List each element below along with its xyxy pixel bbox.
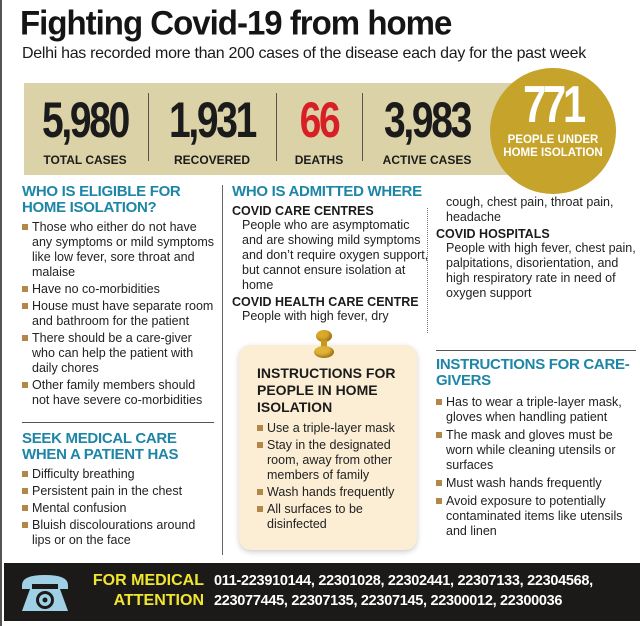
helpline-numbers <box>214 571 634 611</box>
medical-attention-footer <box>4 563 640 621</box>
list-item: Bluish discolourations around lips or on the face <box>22 518 214 548</box>
footer-label-line1: FOR MEDICAL <box>92 572 204 589</box>
home-instructions-heading: INSTRUCTIONS FOR PEOPLE IN HOME ISOLATION <box>257 365 396 415</box>
dotted-divider <box>427 208 428 333</box>
stat-value: 66 <box>299 92 339 148</box>
list-item: The mask and gloves must be worn while cleaning utensils or surfaces <box>436 428 636 473</box>
stat-value: 3,983 <box>384 92 470 148</box>
covid-care-centres-text: People who are asymptomatic and are showing mild symptoms and don’t require oxygen support, but cannot ensure isolation at home <box>242 218 429 292</box>
list-item: Have no co-morbidities <box>22 282 214 297</box>
column-divider <box>222 185 223 555</box>
home-isolation-label: PEOPLE UNDER HOME ISOLATION <box>503 134 603 159</box>
list-item: Must wash hands frequently <box>436 476 636 491</box>
admitted-continued <box>436 195 636 301</box>
telephone-icon <box>18 571 72 615</box>
footer-label <box>82 571 204 611</box>
eligibility-column <box>22 184 214 550</box>
stat-active-cases <box>364 83 490 175</box>
list-item: All surfaces to be disinfected <box>257 502 403 532</box>
covid-health-care-centre-title: COVID HEALTH CARE CENTRE <box>232 295 419 309</box>
footer-label-line2: ATTENTION <box>113 592 204 609</box>
admitted-column <box>232 184 432 324</box>
home-instructions-list <box>257 421 403 532</box>
list-item: Mental confusion <box>22 501 214 516</box>
page-subtitle: Delhi has recorded more than 200 cases of the disease each day for the past week <box>22 45 586 62</box>
list-item: Other family members should not have severe co-morbidities <box>22 378 214 408</box>
divider <box>148 93 149 161</box>
covid-health-care-centre-text-cont: cough, chest pain, throat pain, headache <box>446 195 614 224</box>
admitted-heading: WHO IS ADMITTED WHERE <box>232 183 422 200</box>
list-item: Wash hands frequently <box>257 485 403 500</box>
home-isolation-count: 771 <box>523 76 583 134</box>
eligible-list <box>22 220 214 408</box>
seek-care-list <box>22 467 214 548</box>
caregiver-list <box>436 395 636 539</box>
stat-deaths <box>278 83 360 175</box>
stats-bar <box>24 83 544 175</box>
list-item: Those who either do not have any symptoms or mild symptoms like low fever, sore throat and malaise <box>22 220 214 280</box>
home-isolation-badge <box>490 68 616 194</box>
covid-care-centres-title: COVID CARE CENTRES <box>232 204 374 218</box>
home-isolation-instructions-note <box>239 345 417 550</box>
list-item: Stay in the designated room, away from other members of family <box>257 438 403 483</box>
stat-label: TOTAL CASES <box>43 153 127 167</box>
seek-care-heading: SEEK MEDICAL CARE WHEN A PATIENT HAS <box>22 430 179 463</box>
list-item: There should be a care-giver who can help the patient with daily chores <box>22 331 214 376</box>
divider <box>362 93 363 161</box>
helpline-numbers-line2: 223077445, 22307135, 22307145, 22300012, 22300036 <box>214 593 563 609</box>
stat-value: 5,980 <box>42 92 128 148</box>
stat-value: 1,931 <box>169 92 255 148</box>
pushpin-icon <box>313 330 335 360</box>
covid-hospitals-title: COVID HOSPITALS <box>436 227 550 241</box>
covid-hospitals-text: People with high fever, chest pain, palpitations, disorientation, and high respiratory rate in need of oxygen support <box>446 241 636 300</box>
eligible-heading: WHO IS ELIGIBLE FOR HOME ISOLATION? <box>22 183 181 216</box>
list-item: Difficulty breathing <box>22 467 214 482</box>
stat-total-cases <box>24 83 146 175</box>
list-item: Use a triple-layer mask <box>257 421 403 436</box>
list-item: Has to wear a triple-layer mask, gloves when handling patient <box>436 395 636 425</box>
stat-label: ACTIVE CASES <box>382 153 472 167</box>
page-title: Fighting Covid-19 from home <box>20 3 452 42</box>
seek-care-section <box>22 422 214 548</box>
caregiver-heading: INSTRUCTIONS FOR CARE-GIVERS <box>436 356 630 389</box>
list-item: House must have separate room and bathroom for the patient <box>22 299 214 329</box>
stat-label: DEATHS <box>294 153 344 167</box>
stat-recovered <box>150 83 274 175</box>
list-item: Persistent pain in the chest <box>22 484 214 499</box>
covid-health-care-centre-text: People with high fever, dry <box>242 309 389 323</box>
caregiver-column <box>436 350 636 542</box>
list-item: Avoid exposure to potentially contaminated items like utensils and linen <box>436 494 636 539</box>
helpline-numbers-line1: 011-223910144, 22301028, 22302441, 22307133, 22304568, <box>214 573 593 589</box>
stat-label: RECOVERED <box>173 153 250 167</box>
divider <box>276 93 277 161</box>
